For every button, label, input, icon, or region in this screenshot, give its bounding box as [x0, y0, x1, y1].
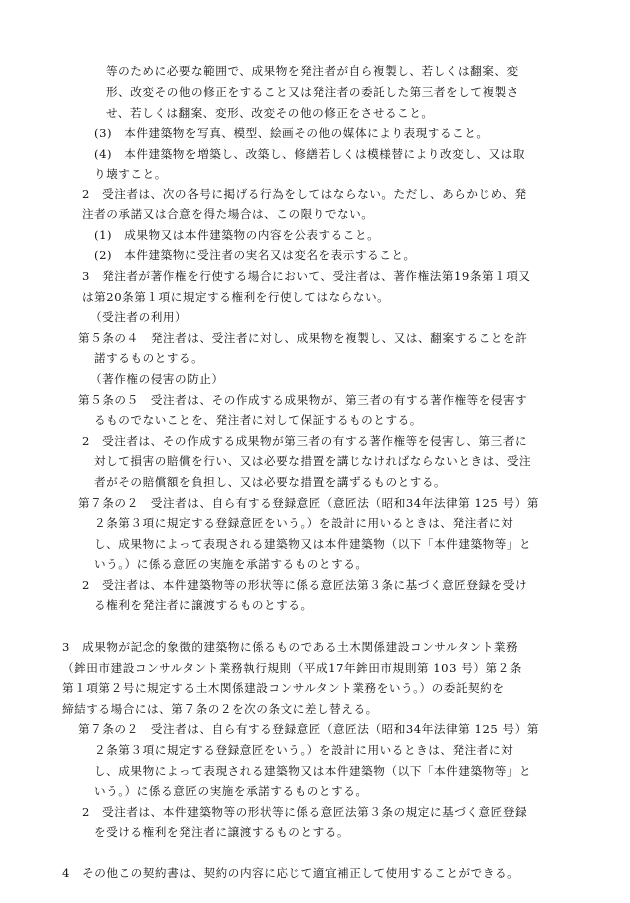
- text-line: 対して損害の賠償を行い、又は必要な措置を講じなければならないときは、受注: [94, 454, 532, 468]
- text-line: を受ける権利を発注者に譲渡するものとする。: [94, 825, 350, 839]
- text-line: 2 受注者は、その作成する成果物が第三者の有する著作権等を侵害し、第三者に: [82, 434, 528, 448]
- text-line: し、成果物によって表現される建築物又は本件建築物（以下「本件建築物等」と: [94, 764, 532, 778]
- text-line: 第７条の２ 受注者は、自ら有する登録意匠（意匠法（昭和34年法律第 125 号）第: [78, 496, 539, 510]
- text-line: (2) 本件建築物に受注者の実名又は変名を表示すること。: [94, 248, 416, 262]
- text-line: 2 受注者は、次の各号に掲げる行為をしてはならない。ただし、あらかじめ、発: [82, 187, 527, 201]
- text-line: (1) 成果物又は本件建築物の内容を公表すること。: [94, 228, 380, 242]
- text-line: 諾するものとする。: [94, 351, 204, 365]
- text-line: 3 成果物が記念的象徴的建築物に係るものである土木関係建設コンサルタント業務: [62, 640, 519, 654]
- text-line: 第７条の２ 受注者は、自ら有する登録意匠（意匠法（昭和34年法律第 125 号）第: [78, 722, 539, 736]
- text-line: 形、改変その他の修正をすること又は発注者の委託した第三者をして複製さ: [106, 85, 519, 99]
- text-line: ２条第３項に規定する登録意匠をいう。）を設計に用いるときは、発注者に対: [94, 743, 514, 757]
- text-line: いう。）に係る意匠の実施を承諾するものとする。: [94, 784, 368, 798]
- text-line: いう。）に係る意匠の実施を承諾するものとする。: [94, 557, 368, 571]
- text-line: る権利を発注者に譲渡するものとする。: [94, 598, 313, 612]
- text-line: 3 発注者が著作権を行使する場合において、受注者は、著作権法第19条第１項又: [82, 269, 531, 283]
- text-line: せ、若しくは翻案、変形、改変その他の修正をさせること。: [106, 106, 434, 120]
- text-line: 締結する場合には、第７条の２を次の条文に差し替える。: [62, 702, 378, 716]
- text-line: るものでないことを、発注者に対して保証するものとする。: [94, 413, 422, 427]
- text-line: 2 受注者は、本件建築物等の形状等に係る意匠法第３条の規定に基づく意匠登録: [82, 805, 528, 819]
- text-line: 第１項第２号に規定する土木関係建設コンサルタント業務をいう。）の委託契約を: [62, 681, 505, 695]
- text-line: 第５条の５ 受注者は、その作成する成果物が、第三者の有する著作権等を侵害す: [78, 393, 528, 407]
- text-line: は第20条第１項に規定する権利を行使してはならない。: [82, 290, 390, 304]
- text-line: (4) 本件建築物を増築し、改築し、修繕若しくは模様替により改変し、又は取: [94, 147, 525, 161]
- text-line: 者がその賠償額を負担し、又は必要な措置を講ずるものとする。: [94, 475, 447, 489]
- text-line: （受注者の利用）: [90, 310, 188, 324]
- text-line: し、成果物によって表現される建築物又は本件建築物（以下「本件建築物等」と: [94, 537, 532, 551]
- text-line: （著作権の侵害の防止）: [90, 372, 224, 386]
- text-line: 第５条の４ 発注者は、受注者に対し、成果物を複製し、又は、翻案することを許: [78, 331, 528, 345]
- text-line: （鉾田市建設コンサルタント業務執行規則（平成17年鉾田市規則第 103 号）第２条: [62, 661, 522, 675]
- text-line: 等のために必要な範囲で、成果物を発注者が自ら複製し、若しくは翻案、変: [106, 64, 519, 78]
- text-line: (3) 本件建築物を写真、模型、絵画その他の媒体により表現すること。: [94, 126, 489, 140]
- text-line: 注者の承諾又は合意を得た場合は、この限りでない。: [82, 207, 374, 221]
- text-line: ２条第３項に規定する登録意匠をいう。）を設計に用いるときは、発注者に対: [94, 516, 514, 530]
- text-line: 4 その他この契約書は、契約の内容に応じて適宜補正して使用することができる。: [62, 866, 520, 880]
- text-line: り壊すこと。: [94, 167, 167, 181]
- text-line: 2 受注者は、本件建築物等の形状等に係る意匠法第３条に基づく意匠登録を受け: [82, 578, 528, 592]
